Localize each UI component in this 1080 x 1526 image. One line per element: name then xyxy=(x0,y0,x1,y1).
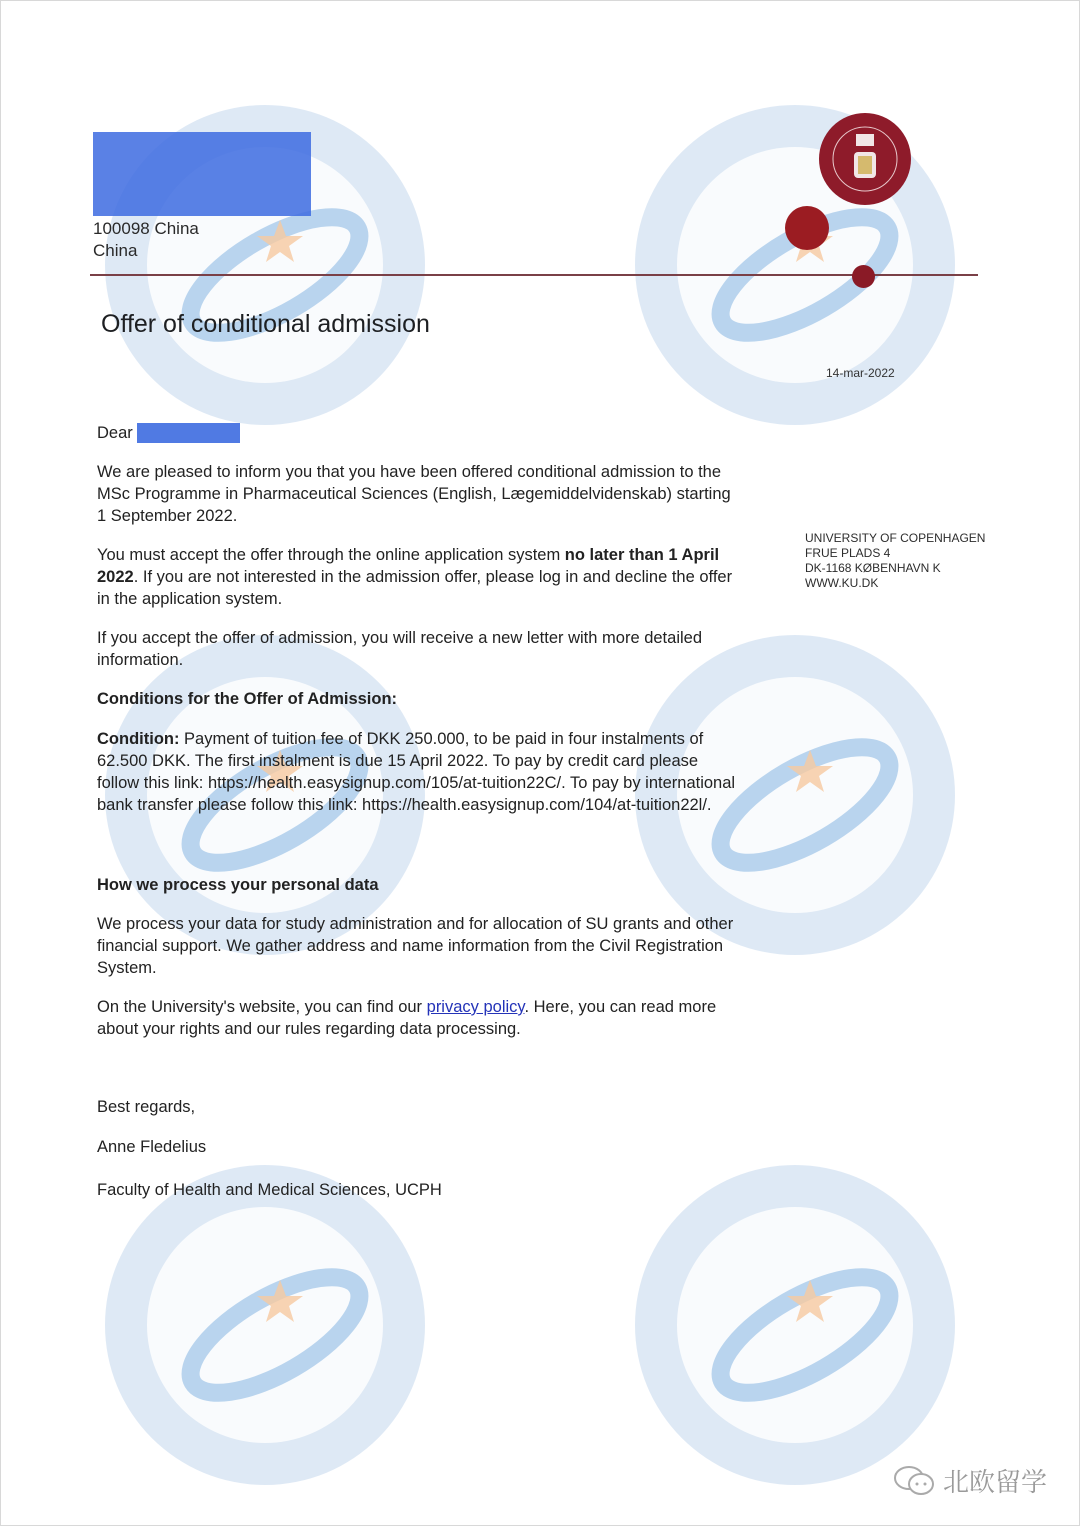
footer-brand xyxy=(893,1462,1047,1499)
signer-faculty: Faculty of Health and Medical Sciences, UCPH xyxy=(97,1181,442,1199)
salutation-text: Dear xyxy=(97,424,133,442)
paragraph-accept: If you accept the offer of admission, you will receive a new letter with more detailed information. xyxy=(97,629,702,669)
letter-body xyxy=(97,422,737,1201)
deadline-date: no later than 1 April 2022 xyxy=(97,546,720,586)
recipient-address xyxy=(93,218,199,262)
privacy-text-pre: On the University's website, you can find our xyxy=(97,998,427,1016)
university-address xyxy=(805,531,985,591)
paragraph-offer: We are pleased to inform you that you have been offered conditional admission to the MSc Programme in Pharmaceutical Sciences (English, Lægemiddelvidenskab) starting 1 September 2022. xyxy=(97,463,731,525)
privacy-policy-link[interactable]: privacy policy xyxy=(426,998,525,1016)
decorative-red-dot xyxy=(852,265,875,288)
wechat-icon xyxy=(893,1465,937,1497)
condition-text: Payment of tuition fee of DKK 250.000, to be paid in four instalments of 62.500 DKK. The first instalment is due 15 April 2022. To pay by credit card please follow this link: https://health.easysignup.com/105/at-tuition22C/. To pay by international bank transfer please follow this link: https://health.easysignup.com/104/at-tuition22l/. xyxy=(97,730,736,814)
university-seal-icon xyxy=(818,112,912,206)
data-processing-heading: How we process your personal data xyxy=(97,876,379,894)
paragraph-condition xyxy=(97,728,737,816)
conditions-heading: Conditions for the Offer of Admission: xyxy=(97,690,398,708)
university-website[interactable]: WWW.KU.DK xyxy=(805,576,879,590)
university-name: UNIVERSITY OF COPENHAGEN xyxy=(805,531,986,545)
redacted-recipient-name xyxy=(93,132,311,216)
paragraph-privacy xyxy=(97,996,737,1040)
header-rule xyxy=(90,274,978,276)
letter-date: 14-mar-2022 xyxy=(826,366,895,380)
salutation xyxy=(97,422,737,444)
condition-label: Condition: xyxy=(97,730,180,748)
page-title: Offer of conditional admission xyxy=(101,310,430,338)
paragraph-data-processing: We process your data for study administration and for allocation of SU grants and other financial support. We gather address and name information from the Civil Registration System. xyxy=(97,915,734,977)
decorative-red-dot xyxy=(785,206,829,250)
paragraph-deadline xyxy=(97,544,737,610)
closing: Best regards, xyxy=(97,1098,196,1116)
redacted-name xyxy=(137,423,240,443)
address-line-1: 100098 China xyxy=(93,219,199,238)
signer-name: Anne Fledelius xyxy=(97,1138,207,1156)
deadline-text-post: . If you are not interested in the admission offer, please log in and decline the offer in the application system. xyxy=(97,568,733,608)
footer-brand-text: 北欧留学 xyxy=(943,1467,1048,1497)
deadline-text-pre: You must accept the offer through the online application system xyxy=(97,546,565,564)
university-street: FRUE PLADS 4 xyxy=(805,546,891,560)
address-line-2: China xyxy=(93,241,138,260)
privacy-text-post: . Here, you can read more about your rights and our rules regarding data processing. xyxy=(97,998,717,1038)
university-city: DK-1168 KØBENHAVN K xyxy=(805,561,941,575)
